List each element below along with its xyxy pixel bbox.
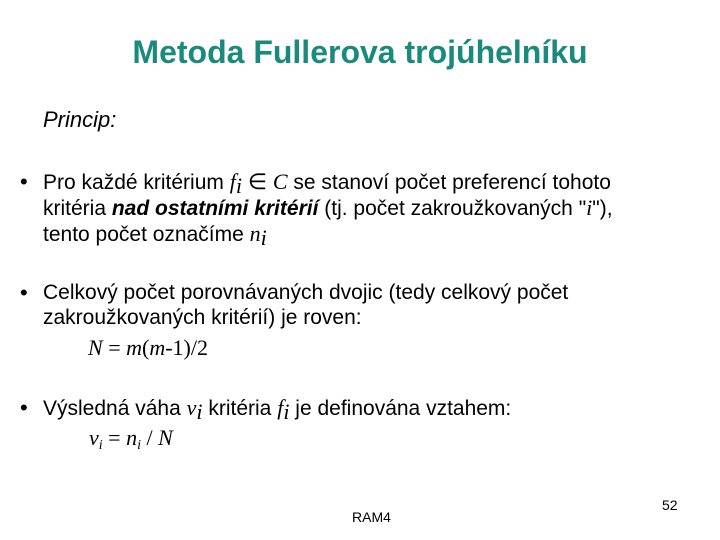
formula-N: N = m(m-1)/2 xyxy=(88,335,208,360)
formula-v: $v_i = n_i / N$ xyxy=(89,425,173,453)
bullet-3-text: Výsledná váha $v_i$ kritéria $f_i$ je definována vztahem: xyxy=(43,395,512,424)
bullet-2-line-1: Celkový počet porovnávaných dvojic (tedy celkový počet xyxy=(43,281,569,304)
bullet-2-text xyxy=(43,280,720,330)
bullet-1-line-1: Pro každé kritérium $f_i$ ∈ C se stanoví počet preferencí tohoto xyxy=(43,169,611,198)
bullet-1-text xyxy=(43,169,720,250)
bullet-dot: • xyxy=(20,395,28,420)
slide-title: Metoda Fullerova trojúhelníku xyxy=(132,34,588,70)
bullet-1-line-3: tento počet označíme $n_i$ xyxy=(43,221,267,250)
bullet-dot: • xyxy=(20,169,28,194)
footer-label: RAM4 xyxy=(352,509,391,525)
bullet-dot: • xyxy=(20,280,28,305)
bullet-1-line-2: kritéria nad ostatními kritérií (tj. počet zakroužkovaných "i"), xyxy=(43,195,613,220)
bullet-2-line-2: zakroužkovaných kritérií) je roven: xyxy=(43,306,362,329)
page-number: 52 xyxy=(662,497,678,513)
principle-label: Princip: xyxy=(43,107,117,132)
